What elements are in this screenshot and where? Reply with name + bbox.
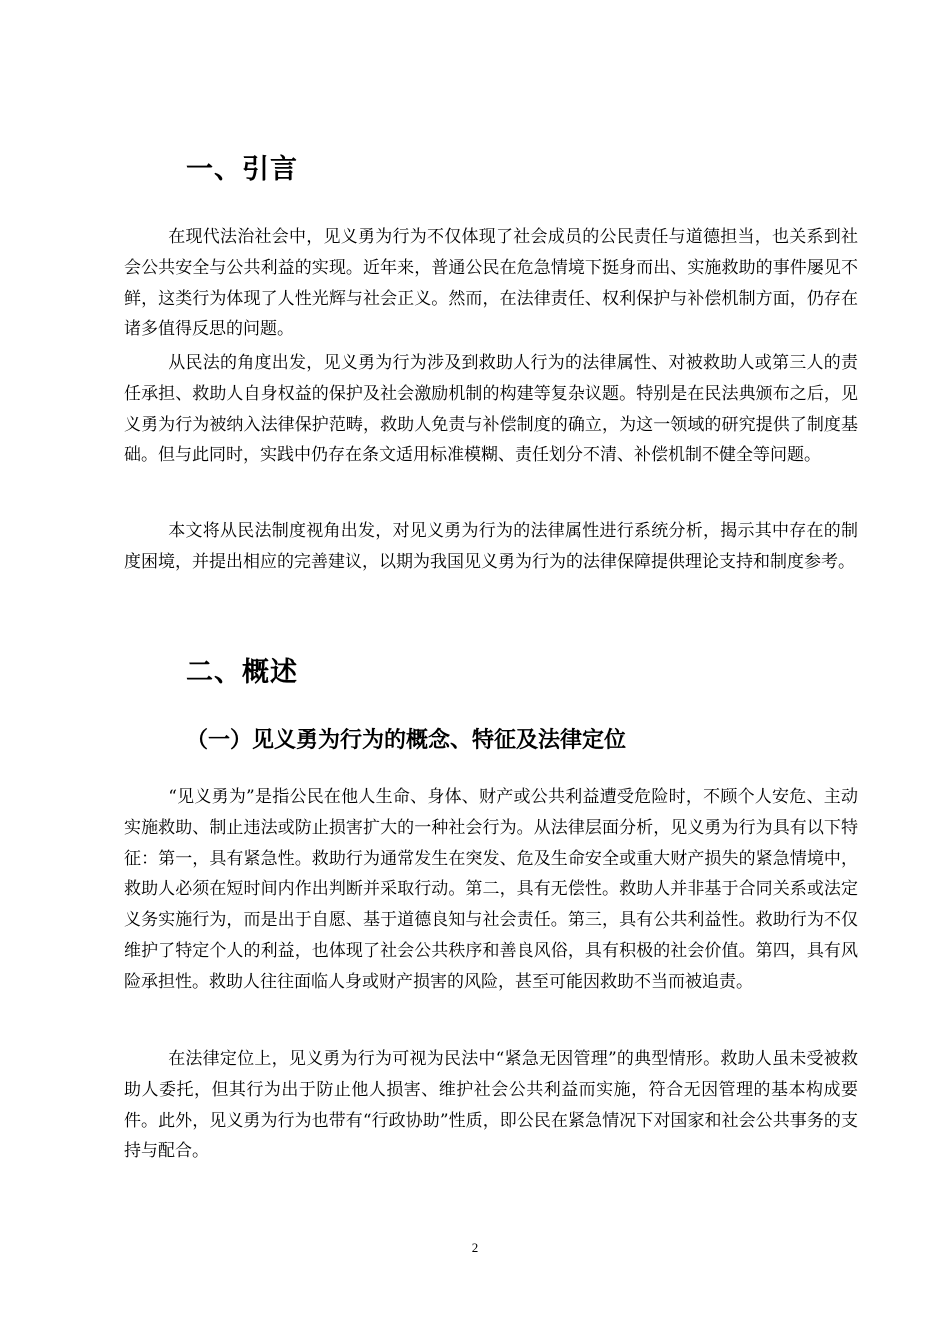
paragraph: 在法律定位上，见义勇为行为可视为民法中“紧急无因管理”的典型情形。救助人虽未受被救助人委托，但其行为出于防止他人损害、维护社会公共利益而实施，符合无因管理的基本构成要件。此外，见义勇为行为也带有“行政协助”性质，即公民在紧急情况下对国家和社会公共事务的支持与配合。 xyxy=(124,1049,858,1162)
section-heading-overview: 二、概述 xyxy=(186,657,298,688)
subsection-heading: （一）见义勇为行为的概念、特征及法律定位 xyxy=(186,728,627,753)
paragraph: 在现代法治社会中，见义勇为行为不仅体现了社会成员的公民责任与道德担当，也关系到社会公共安全与公共利益的实现。近年来，普通公民在危急情境下挺身而出、实施救助的事件屡见不鲜，这类行为体现了人性光辉与社会正义。然而，在法律责任、权利保护与补偿机制方面，仍存在诸多值得反思的问题。 xyxy=(124,227,858,340)
paragraph: 从民法的角度出发，见义勇为行为涉及到救助人行为的法律属性、对被救助人或第三人的责任承担、救助人自身权益的保护及社会激励机制的构建等复杂议题。特别是在民法典颁布之后，见义勇为行为被纳入法律保护范畴，救助人免责与补偿制度的确立，为这一领域的研究提供了制度基础。但与此同时，实践中仍存在条文适用标准模糊、责任划分不清、补偿机制不健全等问题。 xyxy=(124,353,858,466)
page-number: 2 xyxy=(471,1240,479,1255)
paragraph: “见义勇为”是指公民在他人生命、身体、财产或公共利益遭受危险时，不顾个人安危、主动实施救助、制止违法或防止损害扩大的一种社会行为。从法律层面分析，见义勇为行为具有以下特征：第一，具有紧急性。救助行为通常发生在突发、危及生命安全或重大财产损失的紧急情境中，救助人必须在短时间内作出判断并采取行动。第二，具有无偿性。救助人并非基于合同关系或法定义务实施行为，而是出于自愿、基于道德良知与社会责任。第三，具有公共利益性。救助行为不仅维护了特定个人的利益，也体现了社会公共秩序和善良风俗，具有积极的社会价值。第四，具有风险承担性。救助人往往面临人身或财产损害的风险，甚至可能因救助不当而被追责。 xyxy=(124,787,858,992)
section-heading-introduction: 一、引言 xyxy=(186,154,298,185)
paragraph: 本文将从民法制度视角出发，对见义勇为行为的法律属性进行系统分析，揭示其中存在的制度困境，并提出相应的完善建议，以期为我国见义勇为行为的法律保障提供理论支持和制度参考。 xyxy=(124,521,858,572)
